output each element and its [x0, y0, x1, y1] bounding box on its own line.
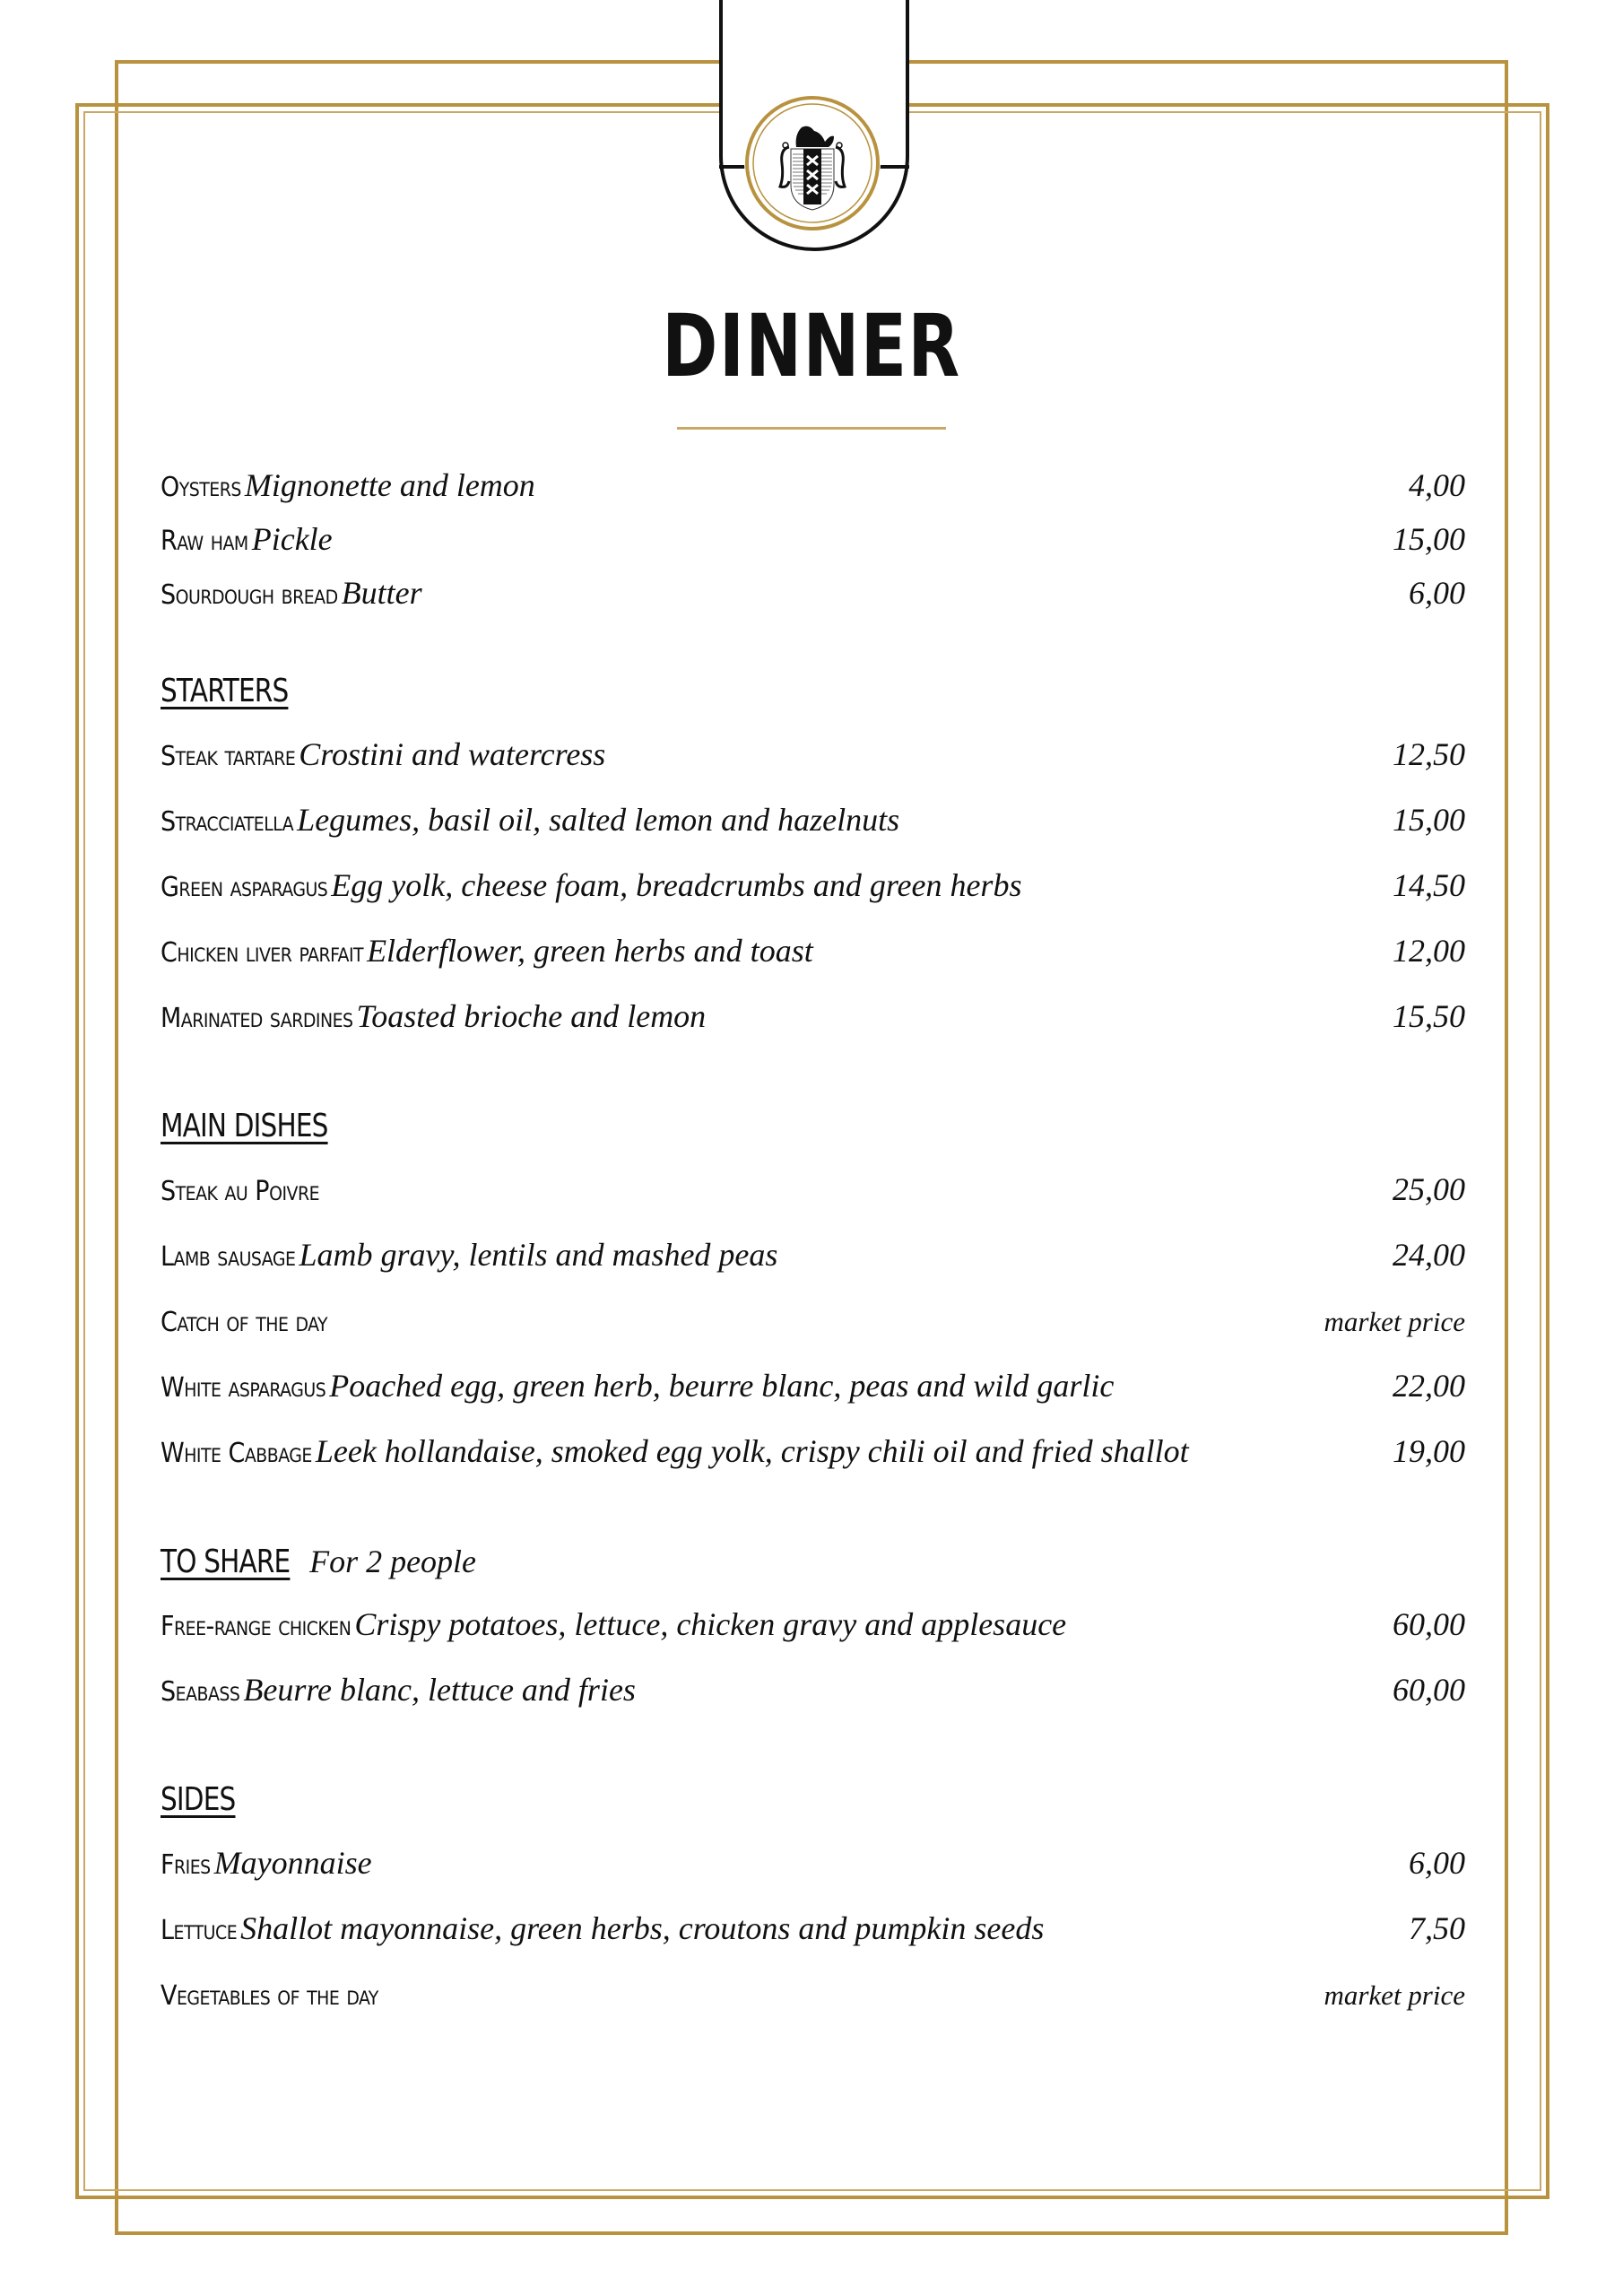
intro-items	[161, 466, 1465, 628]
item-name: Raw ham	[161, 526, 248, 557]
item-price: 19,00	[1393, 1433, 1465, 1469]
item-name: Fries	[161, 1849, 211, 1881]
section-sides	[161, 1781, 1465, 2040]
item-name: Stracciatella	[161, 806, 294, 838]
item-price: 15,50	[1393, 998, 1465, 1034]
item-price: 15,00	[1393, 802, 1465, 838]
item-name: Free-range chicken	[161, 1611, 352, 1642]
menu-item	[161, 1605, 1465, 1671]
section-to-share	[161, 1543, 1465, 1736]
item-price: 12,50	[1393, 736, 1465, 772]
section-starters	[161, 673, 1465, 1063]
item-name: Steak au Poivre	[161, 1176, 319, 1207]
item-price: 14,50	[1393, 867, 1465, 903]
item-price: 4,00	[1409, 467, 1465, 503]
item-description: Shallot mayonnaise, green herbs, croutons and pumpkin seeds	[240, 1910, 1045, 1946]
item-name: Vegetables of the day	[161, 1980, 378, 2012]
section-title: TO SHARE	[161, 1544, 291, 1580]
title-underline-rule	[677, 427, 946, 430]
item-price: 25,00	[1393, 1171, 1465, 1207]
section-title: MAIN DISHES	[161, 1108, 328, 1144]
menu-item	[161, 1367, 1465, 1432]
item-price: 60,00	[1393, 1606, 1465, 1642]
item-description: Egg yolk, cheese foam, breadcrumbs and green herbs	[331, 867, 1022, 903]
item-name: White asparagus	[161, 1372, 326, 1404]
item-description: Poached egg, green herb, beurre blanc, peas and wild garlic	[329, 1368, 1115, 1404]
menu-item	[161, 1844, 1465, 1909]
item-name: Seabass	[161, 1676, 240, 1708]
page-title: DINNER	[662, 296, 961, 396]
section-title: SIDES	[161, 1781, 236, 1818]
item-description: Butter	[341, 575, 422, 611]
menu-item	[161, 1170, 1465, 1236]
item-price: 7,50	[1409, 1910, 1465, 1946]
item-name: Green asparagus	[161, 872, 328, 903]
menu-item	[161, 932, 1465, 997]
amsterdam-coat-of-arms-icon	[744, 95, 881, 231]
menu-item	[161, 1236, 1465, 1301]
item-name: Catch of the day	[161, 1307, 327, 1338]
menu-item	[161, 1432, 1465, 1498]
item-price: 12,00	[1393, 933, 1465, 969]
item-name: White Cabbage	[161, 1438, 312, 1469]
item-name: Lamb sausage	[161, 1241, 296, 1273]
item-description: Crispy potatoes, lettuce, chicken gravy and applesauce	[354, 1606, 1067, 1642]
item-description: Mignonette and lemon	[244, 467, 535, 503]
menu-item	[161, 574, 1465, 628]
item-name: Oysters	[161, 472, 241, 503]
item-price: 22,00	[1393, 1368, 1465, 1404]
item-name: Sourdough bread	[161, 579, 338, 611]
item-description: Elderflower, green herbs and toast	[367, 933, 813, 969]
item-description: Crostini and watercress	[299, 736, 606, 772]
menu-item	[161, 1301, 1465, 1367]
item-description: Legumes, basil oil, salted lemon and hazelnuts	[297, 802, 900, 838]
item-name: Steak tartare	[161, 741, 296, 772]
item-description: Toasted brioche and lemon	[356, 998, 707, 1034]
menu-item	[161, 1975, 1465, 2040]
menu-item	[161, 801, 1465, 866]
menu-item	[161, 866, 1465, 932]
section-subtitle: For 2 people	[309, 1544, 477, 1579]
item-price: market price	[1324, 1979, 1465, 2011]
menu-item	[161, 1671, 1465, 1736]
item-price: 6,00	[1409, 1845, 1465, 1881]
item-description: Beurre blanc, lettuce and fries	[243, 1672, 636, 1708]
item-price: 6,00	[1409, 575, 1465, 611]
menu-item	[161, 1909, 1465, 1975]
item-price: 24,00	[1393, 1237, 1465, 1273]
item-description: Pickle	[251, 521, 333, 557]
section-main-dishes	[161, 1108, 1465, 1498]
section-title: STARTERS	[161, 673, 289, 709]
item-name: Marinated sardines	[161, 1003, 353, 1034]
item-price: 15,00	[1393, 521, 1465, 557]
menu-item	[161, 466, 1465, 520]
item-price: 60,00	[1393, 1672, 1465, 1708]
menu-item	[161, 520, 1465, 574]
item-price: market price	[1324, 1306, 1465, 1337]
item-name: Chicken liver parfait	[161, 937, 364, 969]
menu-item	[161, 997, 1465, 1063]
menu-item	[161, 735, 1465, 801]
item-description: Lamb gravy, lentils and mashed peas	[299, 1237, 778, 1273]
item-description: Mayonnaise	[213, 1845, 372, 1881]
item-name: Lettuce	[161, 1915, 238, 1946]
item-description: Leek hollandaise, smoked egg yolk, crispy chili oil and fried shallot	[315, 1433, 1189, 1469]
menu-content	[161, 466, 1465, 2040]
